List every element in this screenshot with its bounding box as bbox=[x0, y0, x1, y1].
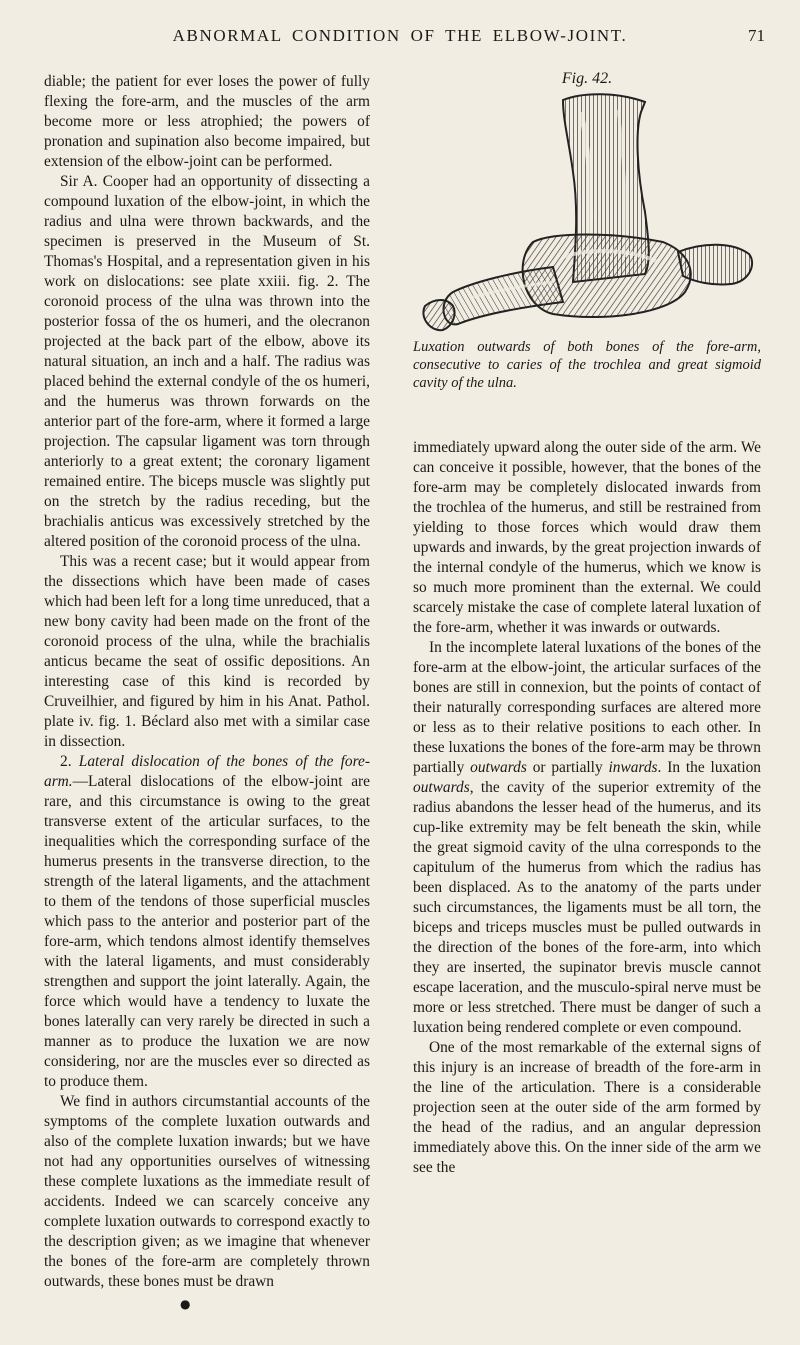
section-title: Lateral dislocation of the bones of the fore-arm. bbox=[44, 753, 370, 790]
forearm-bones bbox=[423, 267, 563, 330]
paragraph: This was a recent case; but it would appear from the dissections which have been made of cases which had been left for a long time unreduced, that a new bony cavity had been made on the front of the coronoid process of the ulna, while the brachialis anticus became the seat of ossific depositions. An interesting case of this kind is recorded by Cruveilhier, and figured by him in his Anat. Pathol. plate iv. fig. 1. Béclard also met with a similar case in dissection. bbox=[44, 553, 370, 750]
running-title: ABNORMAL CONDITION OF THE ELBOW-JOINT. bbox=[172, 26, 628, 45]
paragraph: One of the most remarkable of the external signs of this injury is an increase of breadth of the fore-arm in the line of the articulation. There is a considerable projection seen at the outer side of the arm formed by the head of the radius, and an angular depression immediately above this. On the inner side of the arm we see the bbox=[413, 1039, 761, 1176]
paragraph: diable; the patient for ever loses the power of fully flexing the fore-arm, and the muscles of the arm become more or less atrophied; the powers of pronation and supination also become impaired, but extension of the elbow-joint can be performed. bbox=[44, 73, 370, 170]
emphasis: outwards bbox=[470, 759, 527, 776]
paragraph bbox=[413, 638, 761, 1038]
figure-label: Fig. 42. bbox=[561, 70, 613, 87]
section-paragraph bbox=[44, 752, 370, 1092]
paragraph: We find in authors circumstantial accounts of the symptoms of the complete luxation outwards and also of the complete luxation inwards; but we have not had any opportunities ourselves of witnessing these complete luxations as the immediate result of accidents. Indeed we can scarcely conceive any complete luxation outwards to correspond exactly to the description given; as we imagine that whenever the bones of the fore-arm are completely thrown outwards, these bones must be drawn bbox=[44, 1093, 370, 1290]
text-run: or partially bbox=[526, 759, 609, 776]
running-header bbox=[35, 26, 765, 56]
page-number: 71 bbox=[748, 26, 765, 45]
left-column bbox=[44, 72, 370, 1292]
text-run: . In the luxation bbox=[657, 759, 761, 776]
text-run: In the incomplete lateral luxations of the bones of the fore-arm at the elbow-joint, the articular surfaces of the bones are still in connexion, but the points of contact of their naturally corresponding surfaces are altered more or less as to their relative positions to each other. In these luxations the bones of the fore-arm may be thrown partially bbox=[413, 639, 761, 776]
emphasis: outwards bbox=[413, 779, 470, 796]
right-column bbox=[413, 438, 761, 1178]
print-mark: ● bbox=[180, 1297, 191, 1311]
figure-caption: Luxation outwards of both bones of the fore-arm, consecutive to caries of the trochlea and great sigmoid cavity of the ulna. bbox=[413, 339, 761, 391]
paragraph: immediately upward along the outer side of the arm. We can conceive it possible, however, that the bones of the fore-arm may be completely dislocated inwards from the trochlea of the humerus, and still be restrained from yielding to those forces which would draw them upwards and inwards, by the great projection inwards of the internal condyle of the humerus, which we know is so much more prominent than the external. We could scarcely mistake the case of complete lateral luxation of the fore-arm, whether it was inwards or outwards. bbox=[413, 439, 761, 636]
figure-42 bbox=[413, 70, 761, 430]
emphasis: inwards bbox=[608, 759, 658, 776]
elbow-bones-engraving bbox=[413, 92, 761, 334]
section-body: —Lateral dislocations of the elbow-joint are rare, and this circumstance is owing to the great transverse extent of the articular surfaces, to the inequalities which the corresponding surface of the humerus presents in the transverse direction, to the strength of the lateral ligaments, and the attachment to them of the tendons of those superficial muscles which pass to the anterior and posterior part of the fore-arm, which tendons almost identify themselves with the lateral ligaments, and must considerably strengthen and support the joint laterally. Again, the force which would have a tendency to luxate the bones laterally can very rarely be directed in such a manner as to produce the luxation we are now considering, nor are the muscles ever so directed as to produce them. bbox=[44, 773, 370, 1090]
olecranon-projection bbox=[678, 245, 752, 285]
paragraph: Sir A. Cooper had an opportunity of dissecting a compound luxation of the elbow-joint, in which the radius and ulna were thrown backwards, and the specimen is preserved in the Museum of St. Thomas's Hospital, and a representation given in his work on dislocations: see plate xxiii. fig. 2. The coronoid process of the ulna was thrown into the posterior fossa of the os humeri, and the olecranon projected at the back part of the elbow, above its natural situation, an inch and a half. The radius was placed behind the external condyle of the os humeri, and the humerus was thrown forwards on the anterior part of the fore-arm, where it formed a large projection. The capsular ligament was torn through anteriorly to a great extent; the coronary ligament remained entire. The biceps muscle was slightly put on the stretch by the radius receding, but the brachialis anticus was excessively stretched by the altered position of the coronoid process of the ulna. bbox=[44, 173, 370, 550]
text-run: , the cavity of the superior extremity of the radius abandons the lesser head of the humerus, and its cup-like extremity may be felt beneath the skin, while the great sigmoid cavity of the ulna corresponds to the capitulum of the humerus from which the radius has been displaced. As to the anatomy of the parts under such circumstances, the ligaments must be all torn, the biceps and triceps muscles must be pulled outwards in the direction of the bones of the fore-arm, into which they are inserted, the supinator brevis muscle cannot escape laceration, and the musculo-spiral nerve must be more or less stretched. There must be danger of such a luxation being rendered complete or even compound. bbox=[413, 779, 761, 1036]
section-number: 2. bbox=[60, 753, 72, 770]
